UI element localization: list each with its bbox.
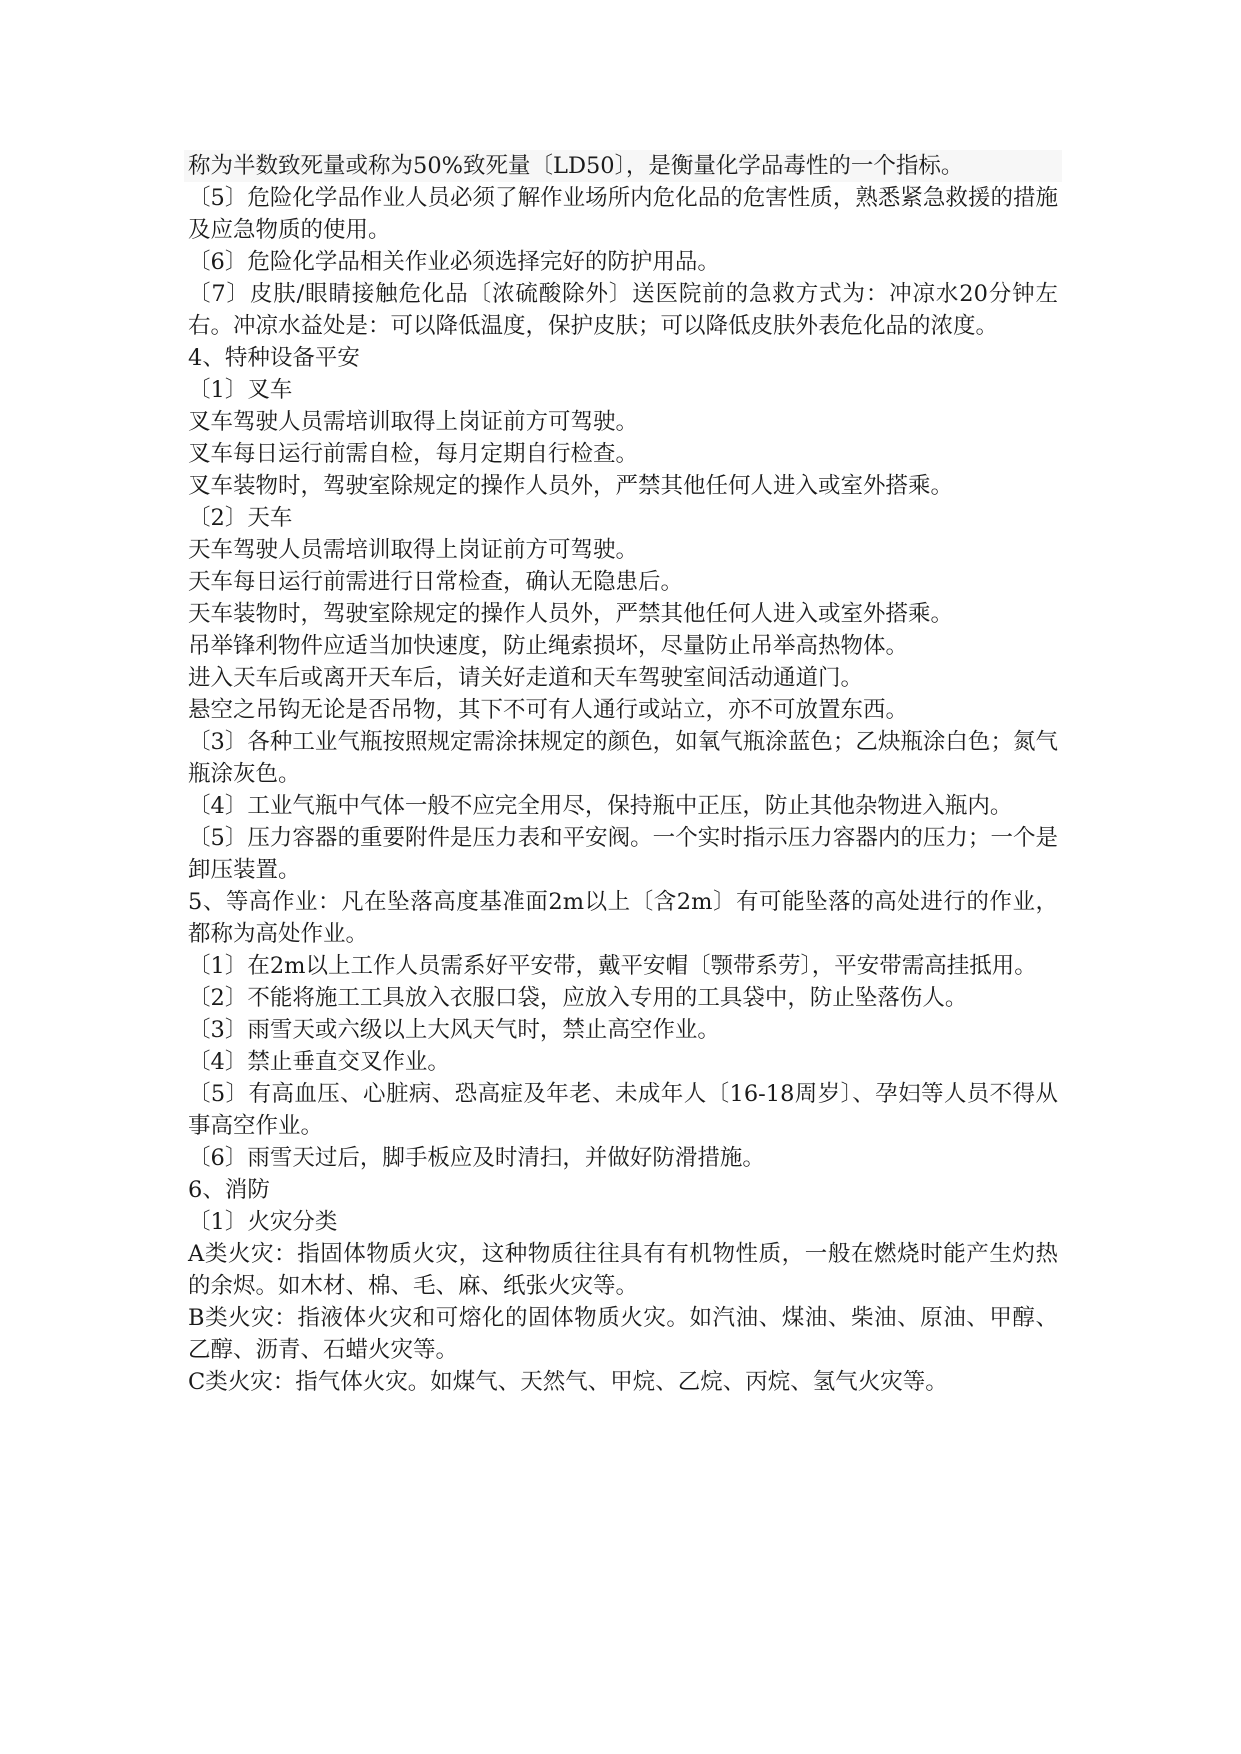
paragraph-class-b-fire: B类火灾：指液体火灾和可熔化的固体物质火灾。如汽油、煤油、柴油、原油、甲醇、乙醇、沥青、石蜡火灾等。: [188, 1305, 1058, 1363]
paragraph-crane-doors: 进入天车后或离开天车后，请关好走道和天车驾驶室间活动通道门。: [188, 665, 864, 691]
paragraph-pressure-vessel: 〔5〕压力容器的重要附件是压力表和平安阀。一个实时指示压力容器内的压力；一个是卸压装置。: [188, 825, 1058, 883]
paragraph-safety-belt: 〔1〕在2m以上工作人员需系好平安带，戴平安帽〔颚带系劳〕，平安带需高挂抵用。: [188, 953, 1037, 979]
paragraph-tool-bag: 〔2〕不能将施工工具放入衣服口袋，应放入专用的工具袋中，防止坠落伤人。: [188, 985, 968, 1011]
paragraph-crane-inspection: 天车每日运行前需进行日常检查，确认无隐患后。: [188, 569, 684, 595]
paragraph-weather-ban: 〔3〕雨雪天或六级以上大风天气时，禁止高空作业。: [188, 1017, 720, 1043]
paragraph-gas-cylinder-pressure: 〔4〕工业气瓶中气体一般不应完全用尽，保持瓶中正压，防止其他杂物进入瓶内。: [188, 793, 1013, 819]
paragraph-protective-gear: 〔6〕危险化学品相关作业必须选择完好的防护用品。: [188, 249, 720, 275]
paragraph-crane-hook: 悬空之吊钩无论是否吊物，其下不可有人通行或站立，亦不可放置东西。: [188, 697, 909, 723]
paragraph-class-c-fire: C类火灾：指气体火灾。如煤气、天然气、甲烷、乙烷、丙烷、氢气火灾等。: [188, 1369, 948, 1395]
paragraph-no-cross-work: 〔4〕禁止垂直交叉作业。: [188, 1049, 450, 1075]
paragraph-forklift-loading: 叉车装物时，驾驶室除规定的操作人员外，严禁其他任何人进入或室外搭乘。: [188, 473, 954, 499]
paragraph-forklift-inspection: 叉车每日运行前需自检，每月定期自行检查。: [188, 441, 639, 467]
document-page: [188, 150, 1058, 1398]
paragraph-crane-sharp-objects: 吊举锋利物件应适当加快速度，防止绳索损坏，尽量防止吊举高热物体。: [188, 633, 909, 659]
paragraph-first-aid: 〔7〕皮肤/眼睛接触危化品〔浓硫酸除外〕送医院前的急救方式为：冲凉水20分钟左右。冲凉水益处是：可以降低温度，保护皮肤；可以降低皮肤外表危化品的浓度。: [188, 281, 1058, 339]
paragraph-crane-loading: 天车装物时，驾驶室除规定的操作人员外，严禁其他任何人进入或室外搭乘。: [188, 601, 954, 627]
paragraph-ld50-definition: 称为半数致死量或称为50%致死量〔LD50〕，是衡量化学品毒性的一个指标。: [184, 150, 1062, 182]
paragraph-hazchem-knowledge: 〔5〕危险化学品作业人员必须了解作业场所内危化品的危害性质，熟悉紧急救援的措施及应急物质的使用。: [188, 185, 1058, 243]
paragraph-crane-license: 天车驾驶人员需培训取得上岗证前方可驾驶。: [188, 537, 639, 563]
subheading-fire-classes: 〔1〕火灾分类: [188, 1209, 338, 1235]
heading-work-at-height: 5、等高作业：凡在坠落高度基准面2m以上〔含2m〕有可能坠落的高处进行的作业，都称为高处作业。: [188, 889, 1058, 947]
subheading-crane: 〔2〕天车: [188, 505, 293, 531]
paragraph-personnel-restriction: 〔5〕有高血压、心脏病、恐高症及年老、未成年人〔16-18周岁〕、孕妇等人员不得从事高空作业。: [188, 1081, 1058, 1139]
paragraph-scaffold-cleaning: 〔6〕雨雪天过后，脚手板应及时清扫，并做好防滑措施。: [188, 1145, 765, 1171]
heading-special-equipment: 4、特种设备平安: [188, 345, 360, 371]
heading-fire-protection: 6、消防: [188, 1177, 270, 1203]
subheading-forklift: 〔1〕叉车: [188, 377, 293, 403]
paragraph-forklift-license: 叉车驾驶人员需培训取得上岗证前方可驾驶。: [188, 409, 639, 435]
paragraph-gas-cylinder-colors: 〔3〕各种工业气瓶按照规定需涂抹规定的颜色，如氧气瓶涂蓝色；乙炔瓶涂白色；氮气瓶涂灰色。: [188, 729, 1058, 787]
paragraph-class-a-fire: A类火灾：指固体物质火灾，这种物质往往具有有机物性质，一般在燃烧时能产生灼热的余烬。如木材、棉、毛、麻、纸张火灾等。: [188, 1241, 1058, 1299]
